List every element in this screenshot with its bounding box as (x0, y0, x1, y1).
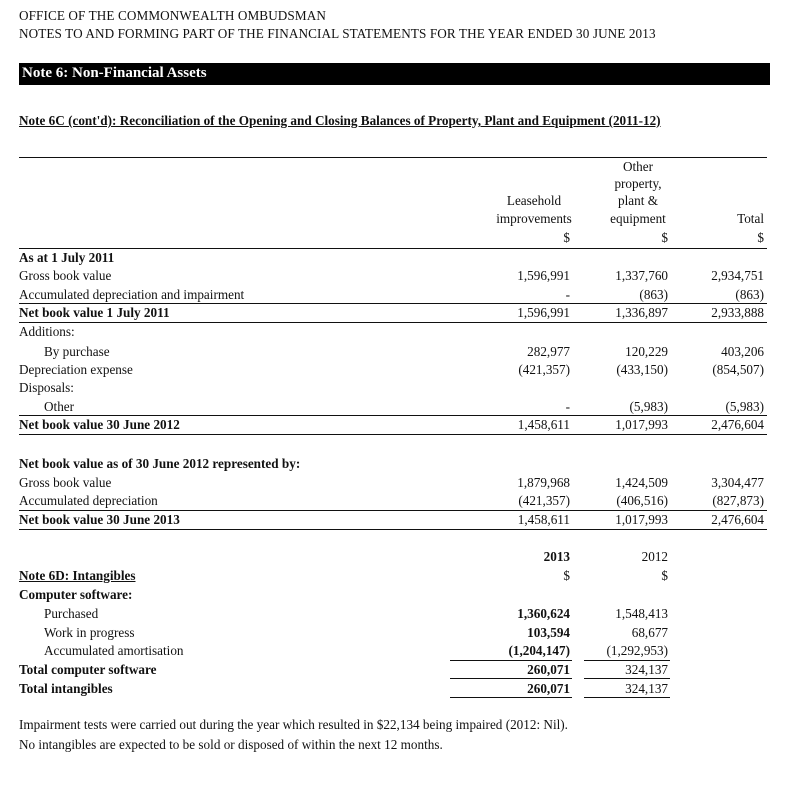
row-accum-label: Accumulated depreciation and impairment (19, 287, 245, 302)
total-sw-2013: 260,071 (527, 662, 570, 677)
rep-gross-other: 1,424,509 (615, 475, 668, 490)
col-2013: 2013 (543, 549, 570, 564)
footnote-disposal: No intangibles are expected to be sold or disposed of within the next 12 months. (19, 737, 443, 752)
represented-heading: Net book value as of 30 June 2012 represented by: (19, 456, 301, 471)
col-2012-unit: $ (661, 568, 668, 583)
rep-nbv-other: 1,017,993 (615, 512, 668, 527)
row-disp-other-other: (5,983) (629, 399, 668, 414)
row-gross-other: 1,337,760 (615, 268, 668, 283)
row-nbv-open-other: 1,336,897 (615, 305, 668, 320)
row-gross-total: 2,934,751 (711, 268, 764, 283)
rep-nbv-label: Net book value 30 June 2013 (19, 512, 180, 527)
col-other-1: Other (622, 159, 654, 174)
row-as-at: As at 1 July 2011 (19, 250, 115, 265)
total-sw-label: Total computer software (19, 662, 157, 677)
total-int-label: Total intangibles (19, 681, 113, 696)
total-int-2012: 324,137 (625, 681, 668, 696)
row-nbv-close-other: 1,017,993 (615, 417, 668, 432)
rep-accum-label: Accumulated depreciation (19, 493, 158, 508)
rep-gross-lease: 1,879,968 (517, 475, 570, 490)
row-nbv-close-label: Net book value 30 June 2012 (19, 417, 180, 432)
row-additions: Additions: (19, 324, 75, 339)
row-purchase-total: 403,206 (721, 344, 764, 359)
rep-accum-lease: (421,357) (518, 493, 570, 508)
col-2012: 2012 (641, 549, 668, 564)
col-total-unit: $ (757, 230, 764, 245)
note6c-title: Note 6C (cont'd): Reconciliation of the Opening and Closing Balances of Property, Plant and Equipment (2011-12) (19, 113, 661, 128)
rule-2013-total-bottom (450, 697, 572, 698)
row-nbv-close-lease: 1,458,611 (517, 417, 570, 432)
row-gross-lease: 1,596,991 (517, 268, 570, 283)
purchased-label: Purchased (44, 606, 99, 621)
rule-2013-total-top (450, 678, 572, 679)
row-disp-other-total: (5,983) (725, 399, 764, 414)
row-nbv-close-total: 2,476,604 (711, 417, 764, 432)
note-title-band (19, 63, 770, 85)
col-leasehold-2: improvements (496, 211, 572, 226)
rep-gross-label: Gross book value (19, 475, 112, 490)
col-other-3: plant & (618, 193, 658, 208)
rep-accum-other: (406,516) (616, 493, 668, 508)
purchased-2012: 1,548,413 (615, 606, 668, 621)
row-nbv-open-lease: 1,596,991 (517, 305, 570, 320)
rule-2012-total-top (584, 678, 670, 679)
rule-2012-total-bottom (584, 697, 670, 698)
row-gross-label: Gross book value (19, 268, 112, 283)
row-depr-total: (854,507) (712, 362, 764, 377)
col-leasehold-1: Leasehold (506, 193, 562, 208)
wip-2013: 103,594 (527, 625, 570, 640)
rep-gross-total: 3,304,477 (711, 475, 764, 490)
note6d-title: Note 6D: Intangibles (19, 568, 136, 583)
amort-2013: (1,204,147) (508, 643, 570, 658)
amort-2012: (1,292,953) (606, 643, 668, 658)
note-title: Note 6: Non-Financial Assets (22, 65, 207, 81)
total-int-2013: 260,071 (527, 681, 570, 696)
rep-nbv-total: 2,476,604 (711, 512, 764, 527)
row-disposals: Disposals: (19, 380, 74, 395)
row-depr-other: (433,150) (616, 362, 668, 377)
col-other-unit: $ (661, 230, 668, 245)
section-software: Computer software: (19, 587, 133, 602)
wip-2012: 68,677 (631, 625, 668, 640)
row-nbv-open-label: Net book value 1 July 2011 (19, 305, 170, 320)
row-accum-other: (863) (639, 287, 668, 302)
col-leasehold-unit: $ (563, 230, 570, 245)
rep-accum-total: (827,873) (712, 493, 764, 508)
rule-nbv-close-bottom (19, 434, 767, 435)
row-depr-lease: (421,357) (518, 362, 570, 377)
row-disp-other-label: Other (44, 399, 75, 414)
wip-label: Work in progress (44, 625, 135, 640)
row-nbv-open-total: 2,933,888 (711, 305, 764, 320)
footnote-impairment: Impairment tests were carried out during the year which resulted in $22,134 being impaired (2012: Nil). (19, 717, 568, 732)
col-other-2: property, (614, 176, 662, 191)
row-purchase-other: 120,229 (625, 344, 668, 359)
header-rule (19, 248, 767, 249)
row-accum-total: (863) (735, 287, 764, 302)
amort-label: Accumulated amortisation (44, 643, 184, 658)
rule-rep-nbv-bottom (19, 529, 767, 530)
row-disp-other-lease: - (565, 399, 570, 414)
row-accum-lease: - (565, 287, 570, 302)
rule-nbv-open-bottom (19, 322, 767, 323)
header-notes: NOTES TO AND FORMING PART OF THE FINANCIAL STATEMENTS FOR THE YEAR ENDED 30 JUNE 2013 (19, 26, 656, 41)
row-purchase-label: By purchase (44, 344, 110, 359)
purchased-2013: 1,360,624 (517, 606, 570, 621)
row-depr-label: Depreciation expense (19, 362, 133, 377)
col-2013-unit: $ (563, 568, 570, 583)
col-total-1: Total (737, 211, 764, 226)
row-purchase-lease: 282,977 (527, 344, 570, 359)
col-other-4: equipment (610, 211, 666, 226)
total-sw-2012: 324,137 (625, 662, 668, 677)
rep-nbv-lease: 1,458,611 (517, 512, 570, 527)
header-office: OFFICE OF THE COMMONWEALTH OMBUDSMAN (19, 8, 326, 23)
